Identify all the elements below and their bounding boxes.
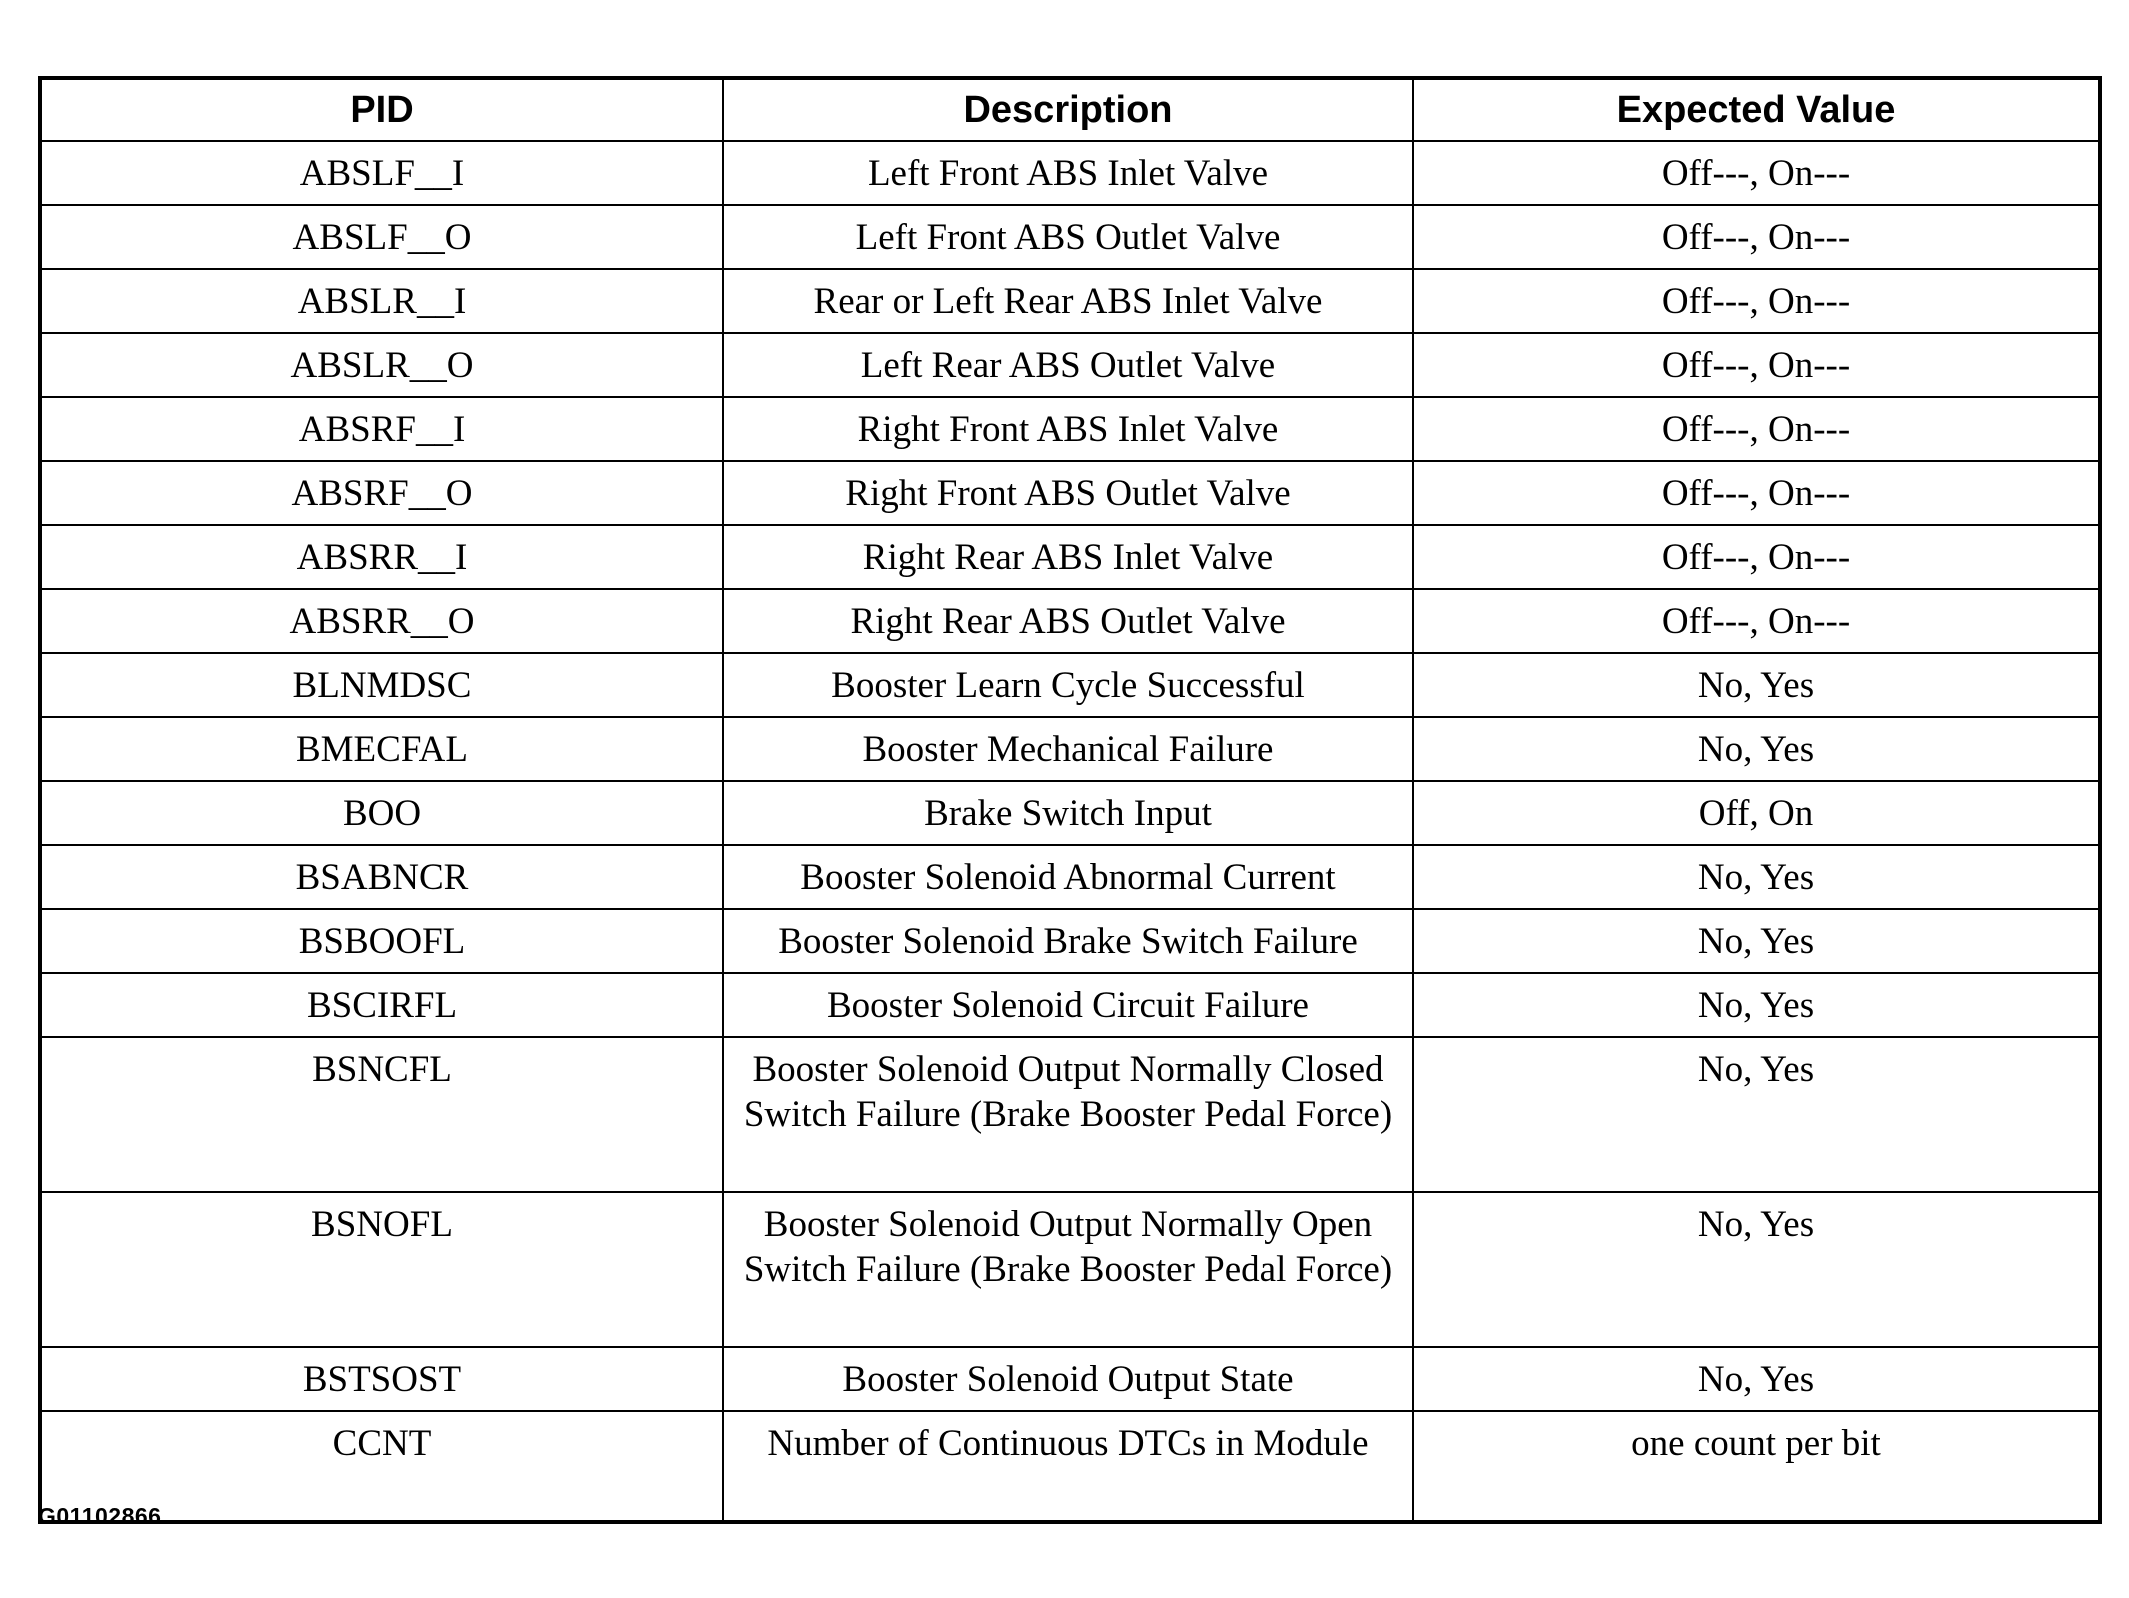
cell-description: Booster Learn Cycle Successful <box>723 653 1413 717</box>
cell-expected-value: No, Yes <box>1413 845 2100 909</box>
cell-expected-value: Off---, On--- <box>1413 269 2100 333</box>
cell-pid: ABSRF__O <box>40 461 723 525</box>
table-row <box>40 1192 2100 1347</box>
cell-description: Booster Mechanical Failure <box>723 717 1413 781</box>
cell-description: Left Front ABS Outlet Valve <box>723 205 1413 269</box>
cell-description: Booster Solenoid Output State <box>723 1347 1413 1411</box>
cell-pid: BMECFAL <box>40 717 723 781</box>
table-row <box>40 141 2100 205</box>
table-row <box>40 269 2100 333</box>
cell-expected-value: No, Yes <box>1413 1192 2100 1347</box>
cell-pid: BOO <box>40 781 723 845</box>
cell-pid: ABSLR__O <box>40 333 723 397</box>
table-row <box>40 589 2100 653</box>
table-row <box>40 973 2100 1037</box>
header-expected-value: Expected Value <box>1413 78 2100 141</box>
cell-pid: BSCIRFL <box>40 973 723 1037</box>
cell-pid: ABSLR__I <box>40 269 723 333</box>
cell-expected-value: Off---, On--- <box>1413 589 2100 653</box>
cell-description: Brake Switch Input <box>723 781 1413 845</box>
cell-expected-value: Off---, On--- <box>1413 141 2100 205</box>
cell-description: Right Front ABS Outlet Valve <box>723 461 1413 525</box>
cell-description: Booster Solenoid Circuit Failure <box>723 973 1413 1037</box>
table-row <box>40 205 2100 269</box>
table-row <box>40 1411 2100 1522</box>
cell-pid: ABSRF__I <box>40 397 723 461</box>
cell-expected-value: No, Yes <box>1413 1347 2100 1411</box>
cell-expected-value: Off, On <box>1413 781 2100 845</box>
header-row <box>40 78 2100 141</box>
cell-pid: ABSRR__I <box>40 525 723 589</box>
cell-pid: CCNT <box>40 1411 723 1522</box>
table-row <box>40 461 2100 525</box>
cell-expected-value: No, Yes <box>1413 909 2100 973</box>
table-row <box>40 845 2100 909</box>
cell-description: Left Rear ABS Outlet Valve <box>723 333 1413 397</box>
pid-table <box>38 76 2102 1524</box>
cell-description: Number of Continuous DTCs in Module <box>723 1411 1413 1522</box>
table-row <box>40 717 2100 781</box>
cell-expected-value: Off---, On--- <box>1413 205 2100 269</box>
table-row <box>40 909 2100 973</box>
cell-pid: BSNOFL <box>40 1192 723 1347</box>
figure-id: G01102866 <box>38 1503 162 1529</box>
cell-description: Right Rear ABS Inlet Valve <box>723 525 1413 589</box>
cell-description: Right Rear ABS Outlet Valve <box>723 589 1413 653</box>
cell-expected-value: Off---, On--- <box>1413 397 2100 461</box>
cell-pid: ABSRR__O <box>40 589 723 653</box>
cell-pid: BSBOOFL <box>40 909 723 973</box>
cell-description: Booster Solenoid Output Normally Closed Switch Failure (Brake Booster Pedal Force) <box>723 1037 1413 1192</box>
cell-expected-value: one count per bit <box>1413 1411 2100 1522</box>
table-row <box>40 653 2100 717</box>
cell-expected-value: No, Yes <box>1413 973 2100 1037</box>
cell-expected-value: Off---, On--- <box>1413 525 2100 589</box>
table-row <box>40 333 2100 397</box>
cell-description: Rear or Left Rear ABS Inlet Valve <box>723 269 1413 333</box>
cell-expected-value: No, Yes <box>1413 717 2100 781</box>
table-row <box>40 397 2100 461</box>
table-row <box>40 781 2100 845</box>
cell-pid: ABSLF__I <box>40 141 723 205</box>
cell-pid: BSABNCR <box>40 845 723 909</box>
cell-pid: BLNMDSC <box>40 653 723 717</box>
table-row <box>40 525 2100 589</box>
cell-description: Booster Solenoid Brake Switch Failure <box>723 909 1413 973</box>
table-row <box>40 1347 2100 1411</box>
cell-expected-value: No, Yes <box>1413 653 2100 717</box>
header-description: Description <box>723 78 1413 141</box>
cell-description: Booster Solenoid Output Normally Open Switch Failure (Brake Booster Pedal Force) <box>723 1192 1413 1347</box>
cell-expected-value: Off---, On--- <box>1413 333 2100 397</box>
cell-expected-value: No, Yes <box>1413 1037 2100 1192</box>
cell-pid: BSNCFL <box>40 1037 723 1192</box>
cell-pid: ABSLF__O <box>40 205 723 269</box>
header-pid: PID <box>40 78 723 141</box>
cell-expected-value: Off---, On--- <box>1413 461 2100 525</box>
table-row <box>40 1037 2100 1192</box>
cell-description: Right Front ABS Inlet Valve <box>723 397 1413 461</box>
cell-description: Booster Solenoid Abnormal Current <box>723 845 1413 909</box>
cell-pid: BSTSOST <box>40 1347 723 1411</box>
cell-description: Left Front ABS Inlet Valve <box>723 141 1413 205</box>
